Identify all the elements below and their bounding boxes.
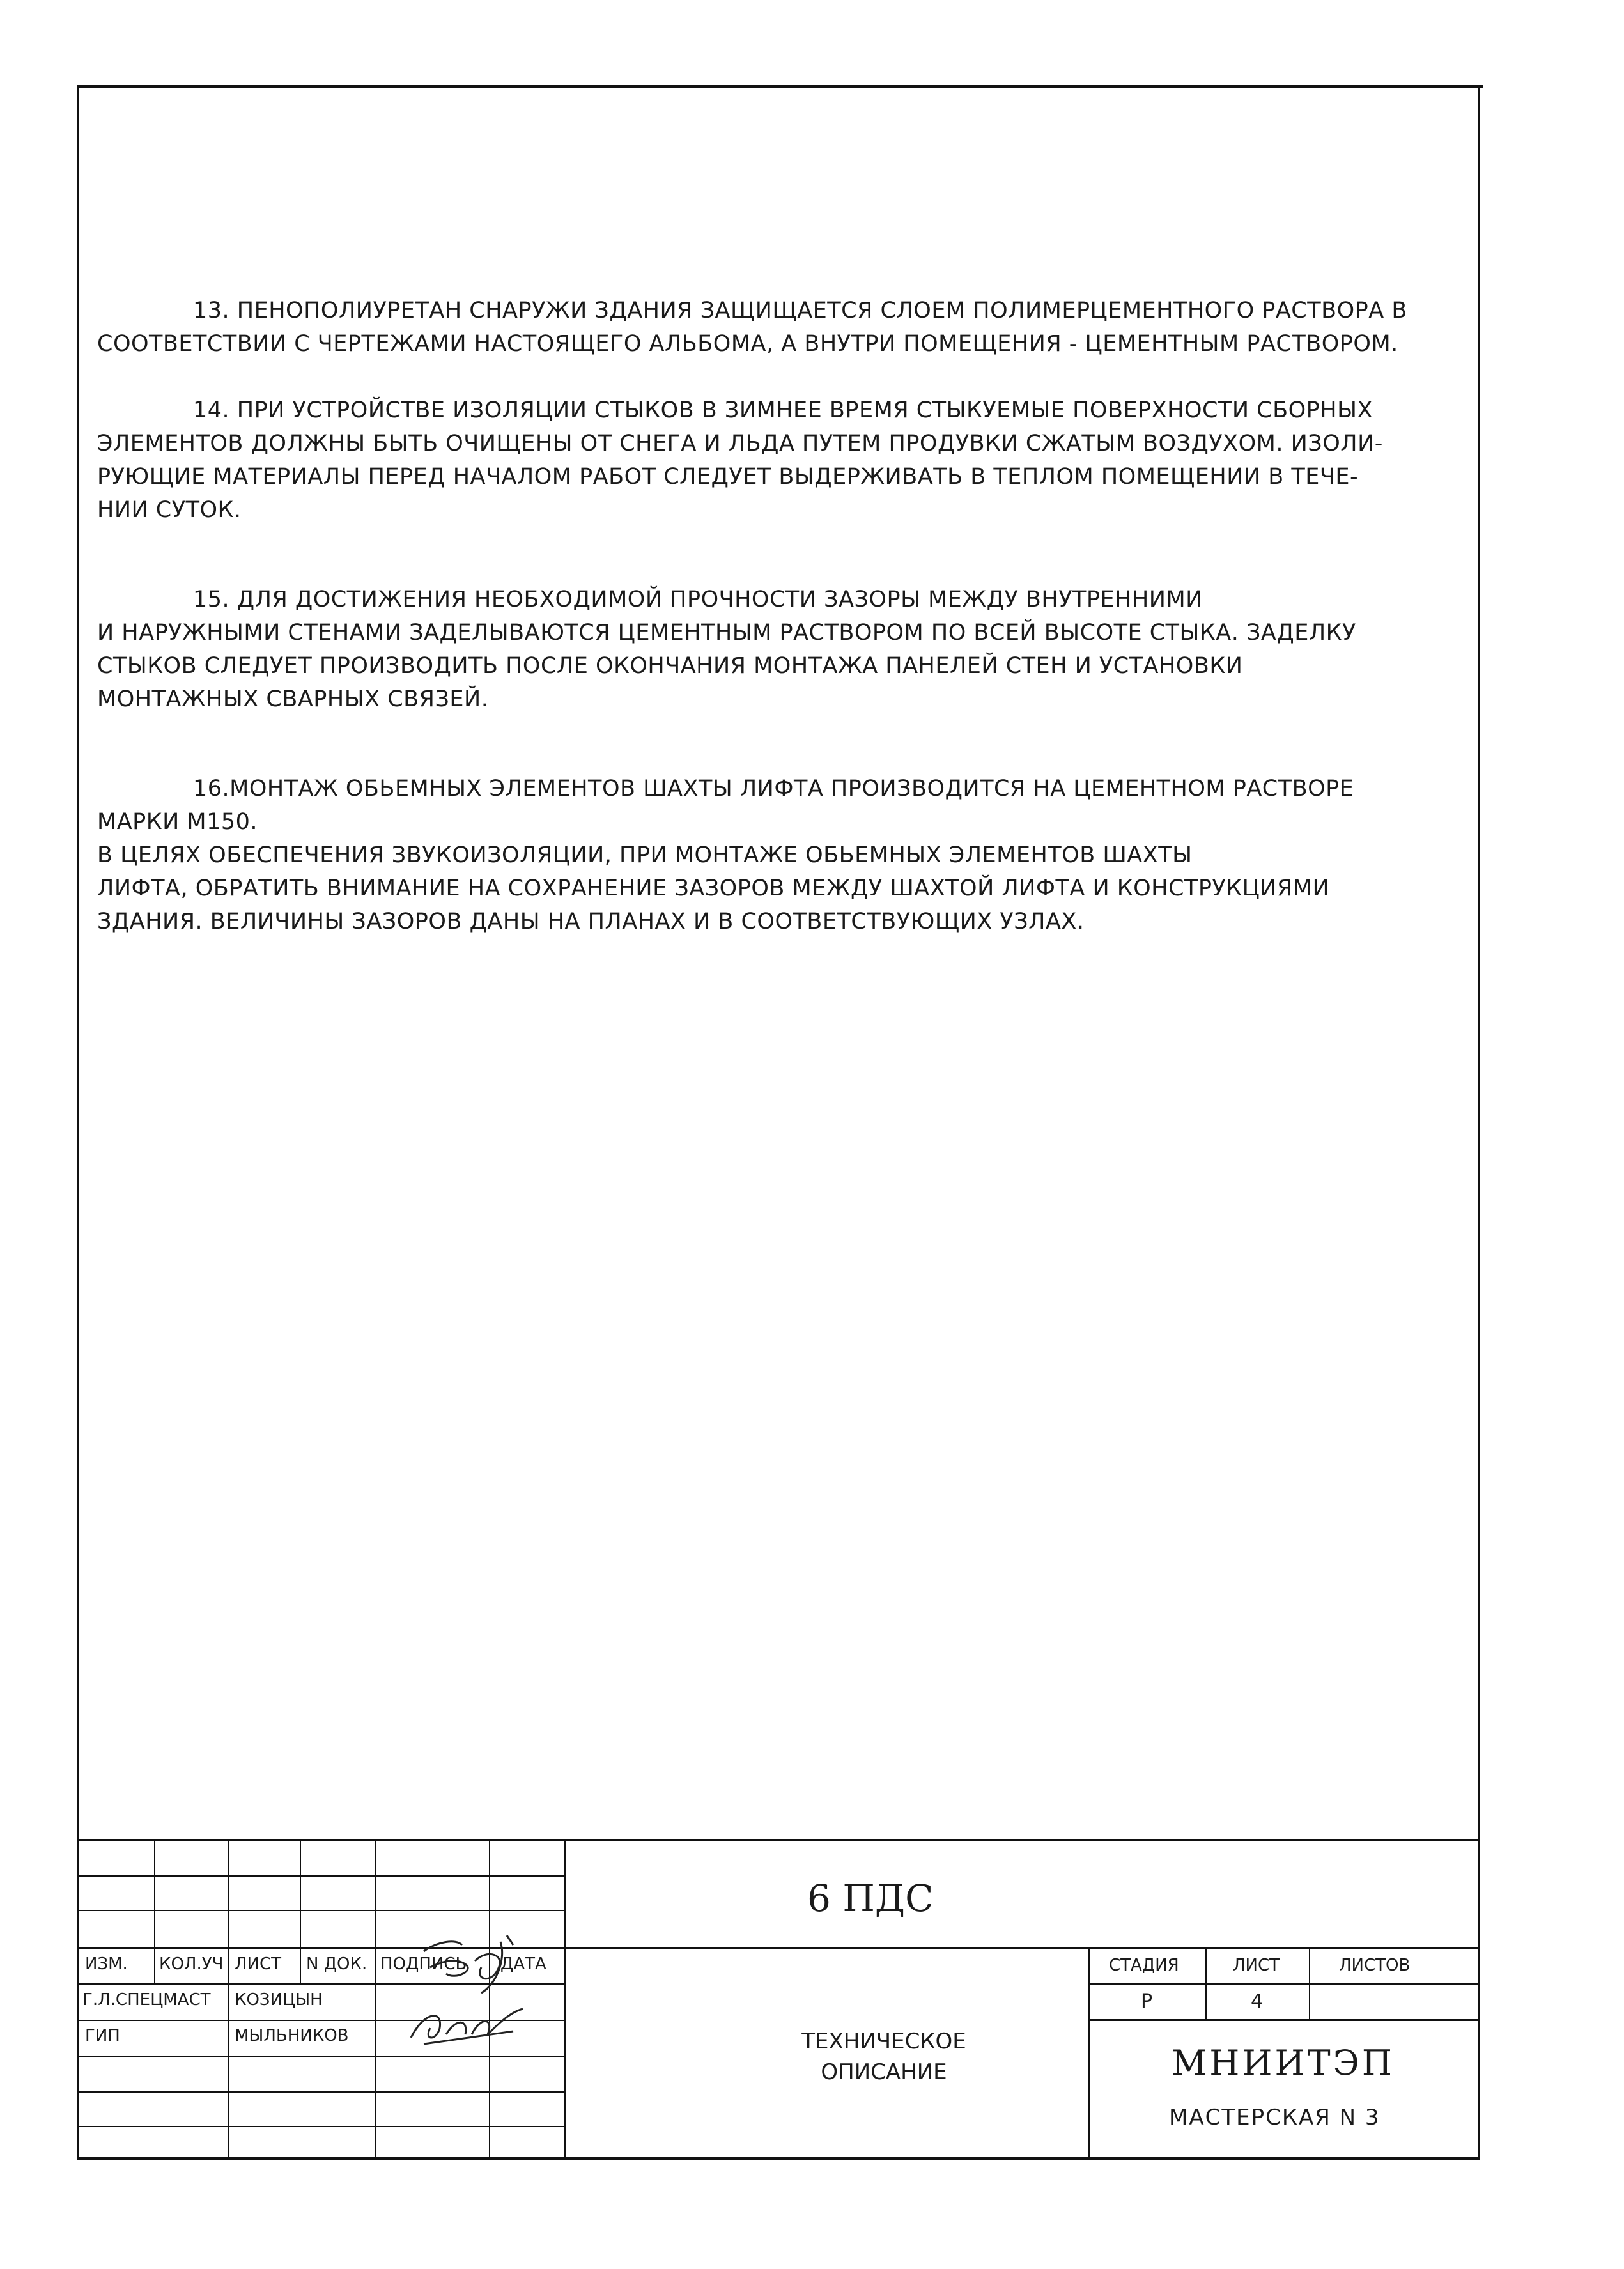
signature-mylnikov xyxy=(385,1999,539,2057)
stage-header: СТАДИЯ xyxy=(1109,1956,1179,1975)
tb-line xyxy=(1088,2019,1478,2021)
organization-name: МНИИТЭП xyxy=(1172,2043,1395,2083)
tb-line xyxy=(228,1839,229,2158)
tb-line xyxy=(1088,1983,1478,1985)
title-block xyxy=(79,1839,1478,2158)
sheet-value: 4 xyxy=(1251,1990,1264,2013)
document-description: ТЕХНИЧЕСКОЕ ОПИСАНИЕ xyxy=(801,2029,966,2085)
name-mylnikov: МЫЛЬНИКОВ xyxy=(235,2026,349,2045)
role-gip: ГИП xyxy=(85,2026,120,2045)
header-kol-uch: КОЛ.УЧ xyxy=(159,1955,224,1974)
tb-line xyxy=(154,1839,155,1983)
workshop-name: МАСТЕРСКАЯ N 3 xyxy=(1169,2105,1380,2130)
tb-line xyxy=(1088,1947,1090,2158)
tb-line xyxy=(79,2157,1478,2158)
notes-text xyxy=(97,294,1458,972)
sheets-header: ЛИСТОВ xyxy=(1339,1956,1411,1975)
document-code: 6 ПДС xyxy=(807,1877,934,1920)
name-kozicyn: КОЗИЦЫН xyxy=(235,1990,323,2010)
tb-line xyxy=(564,1947,1478,1949)
tb-line xyxy=(564,1839,566,2158)
role-gl-specmast: Г.Л.СПЕЦМАСТ xyxy=(82,1990,211,2010)
tb-line xyxy=(79,2091,564,2093)
note-13: 13. ПЕНОПОЛИУРЕТАН СНАРУЖИ ЗДАНИЯ ЗАЩИЩАЕТСЯ СЛОЕМ ПОЛИМЕРЦЕМЕНТНОГО РАСТВОРА В СООТВЕТСТВИИ С ЧЕРТЕЖАМИ НАСТОЯЩЕГО АЛЬБОМА, А ВНУТРИ ПОМЕЩЕНИЯ - ЦЕМЕНТНЫМ РАСТВОРОМ. xyxy=(97,298,1407,357)
tb-line xyxy=(79,1839,1478,1841)
tb-line xyxy=(300,1839,301,1983)
note-14: 14. ПРИ УСТРОЙСТВЕ ИЗОЛЯЦИИ СТЫКОВ В ЗИМНЕЕ ВРЕМЯ СТЫКУЕМЫЕ ПОВЕРХНОСТИ СБОРНЫХ ЭЛЕМЕНТОВ ДОЛЖНЫ БЫТЬ ОЧИЩЕНЫ ОТ СНЕГА И ЛЬДА ПУТЕМ ПРОДУВКИ СЖАТЫМ ВОЗДУХОМ. ИЗОЛИ- РУЮЩИЕ МАТЕРИАЛЫ ПЕРЕД НАЧАЛОМ РАБОТ СЛЕДУЕТ ВЫДЕРЖИВАТЬ В ТЕПЛОМ ПОМЕЩЕНИИ В ТЕЧЕ- НИИ СУТОК. xyxy=(97,398,1383,523)
tb-line xyxy=(79,1910,564,1911)
note-16: 16.МОНТАЖ ОБЬЕМНЫХ ЭЛЕМЕНТОВ ШАХТЫ ЛИФТА ПРОИЗВОДИТСЯ НА ЦЕМЕНТНОМ РАСТВОРЕ МАРКИ М150. В ЦЕЛЯХ ОБЕСПЕЧЕНИЯ ЗВУКОИЗОЛЯЦИИ, ПРИ МОНТАЖЕ ОБЬЕМНЫХ ЭЛЕМЕНТОВ ШАХТЫ ЛИФТА, ОБРАТИТЬ ВНИМАНИЕ НА СОХРАНЕНИЕ ЗАЗОРОВ МЕЖДУ ШАХТОЙ ЛИФТА И КОНСТРУКЦИЯМИ ЗДАНИЯ. ВЕЛИЧИНЫ ЗАЗОРОВ ДАНЫ НА ПЛАНАХ И В СООТВЕТСТВУЮЩИХ УЗЛАХ. xyxy=(97,776,1354,934)
header-n-dok: N ДОК. xyxy=(306,1955,367,1974)
tb-line xyxy=(375,1839,376,2158)
header-podpis: ПОДПИСЬ xyxy=(380,1955,467,1974)
stage-value: Р xyxy=(1141,1990,1153,2013)
tb-line xyxy=(79,1875,564,1877)
header-izm: ИЗМ. xyxy=(85,1955,128,1974)
header-list: ЛИСТ xyxy=(235,1955,282,1974)
tb-line xyxy=(79,2126,564,2127)
sheet-header: ЛИСТ xyxy=(1233,1956,1280,1975)
note-15: 15. ДЛЯ ДОСТИЖЕНИЯ НЕОБХОДИМОЙ ПРОЧНОСТИ ЗАЗОРЫ МЕЖДУ ВНУТРЕННИМИ И НАРУЖНЫМИ СТЕНАМИ ЗАДЕЛЫВАЮТСЯ ЦЕМЕНТНЫМ РАСТВОРОМ ПО ВСЕЙ ВЫСОТЕ СТЫКА. ЗАДЕЛКУ СТЫКОВ СЛЕДУЕТ ПРОИЗВОДИТЬ ПОСЛЕ ОКОНЧАНИЯ МОНТАЖА ПАНЕЛЕЙ СТЕН И УСТАНОВКИ МОНТАЖНЫХ СВАРНЫХ СВЯЗЕЙ. xyxy=(97,587,1356,712)
signature-kozicyn xyxy=(385,1923,539,1999)
header-data: ДАТА xyxy=(500,1955,546,1974)
